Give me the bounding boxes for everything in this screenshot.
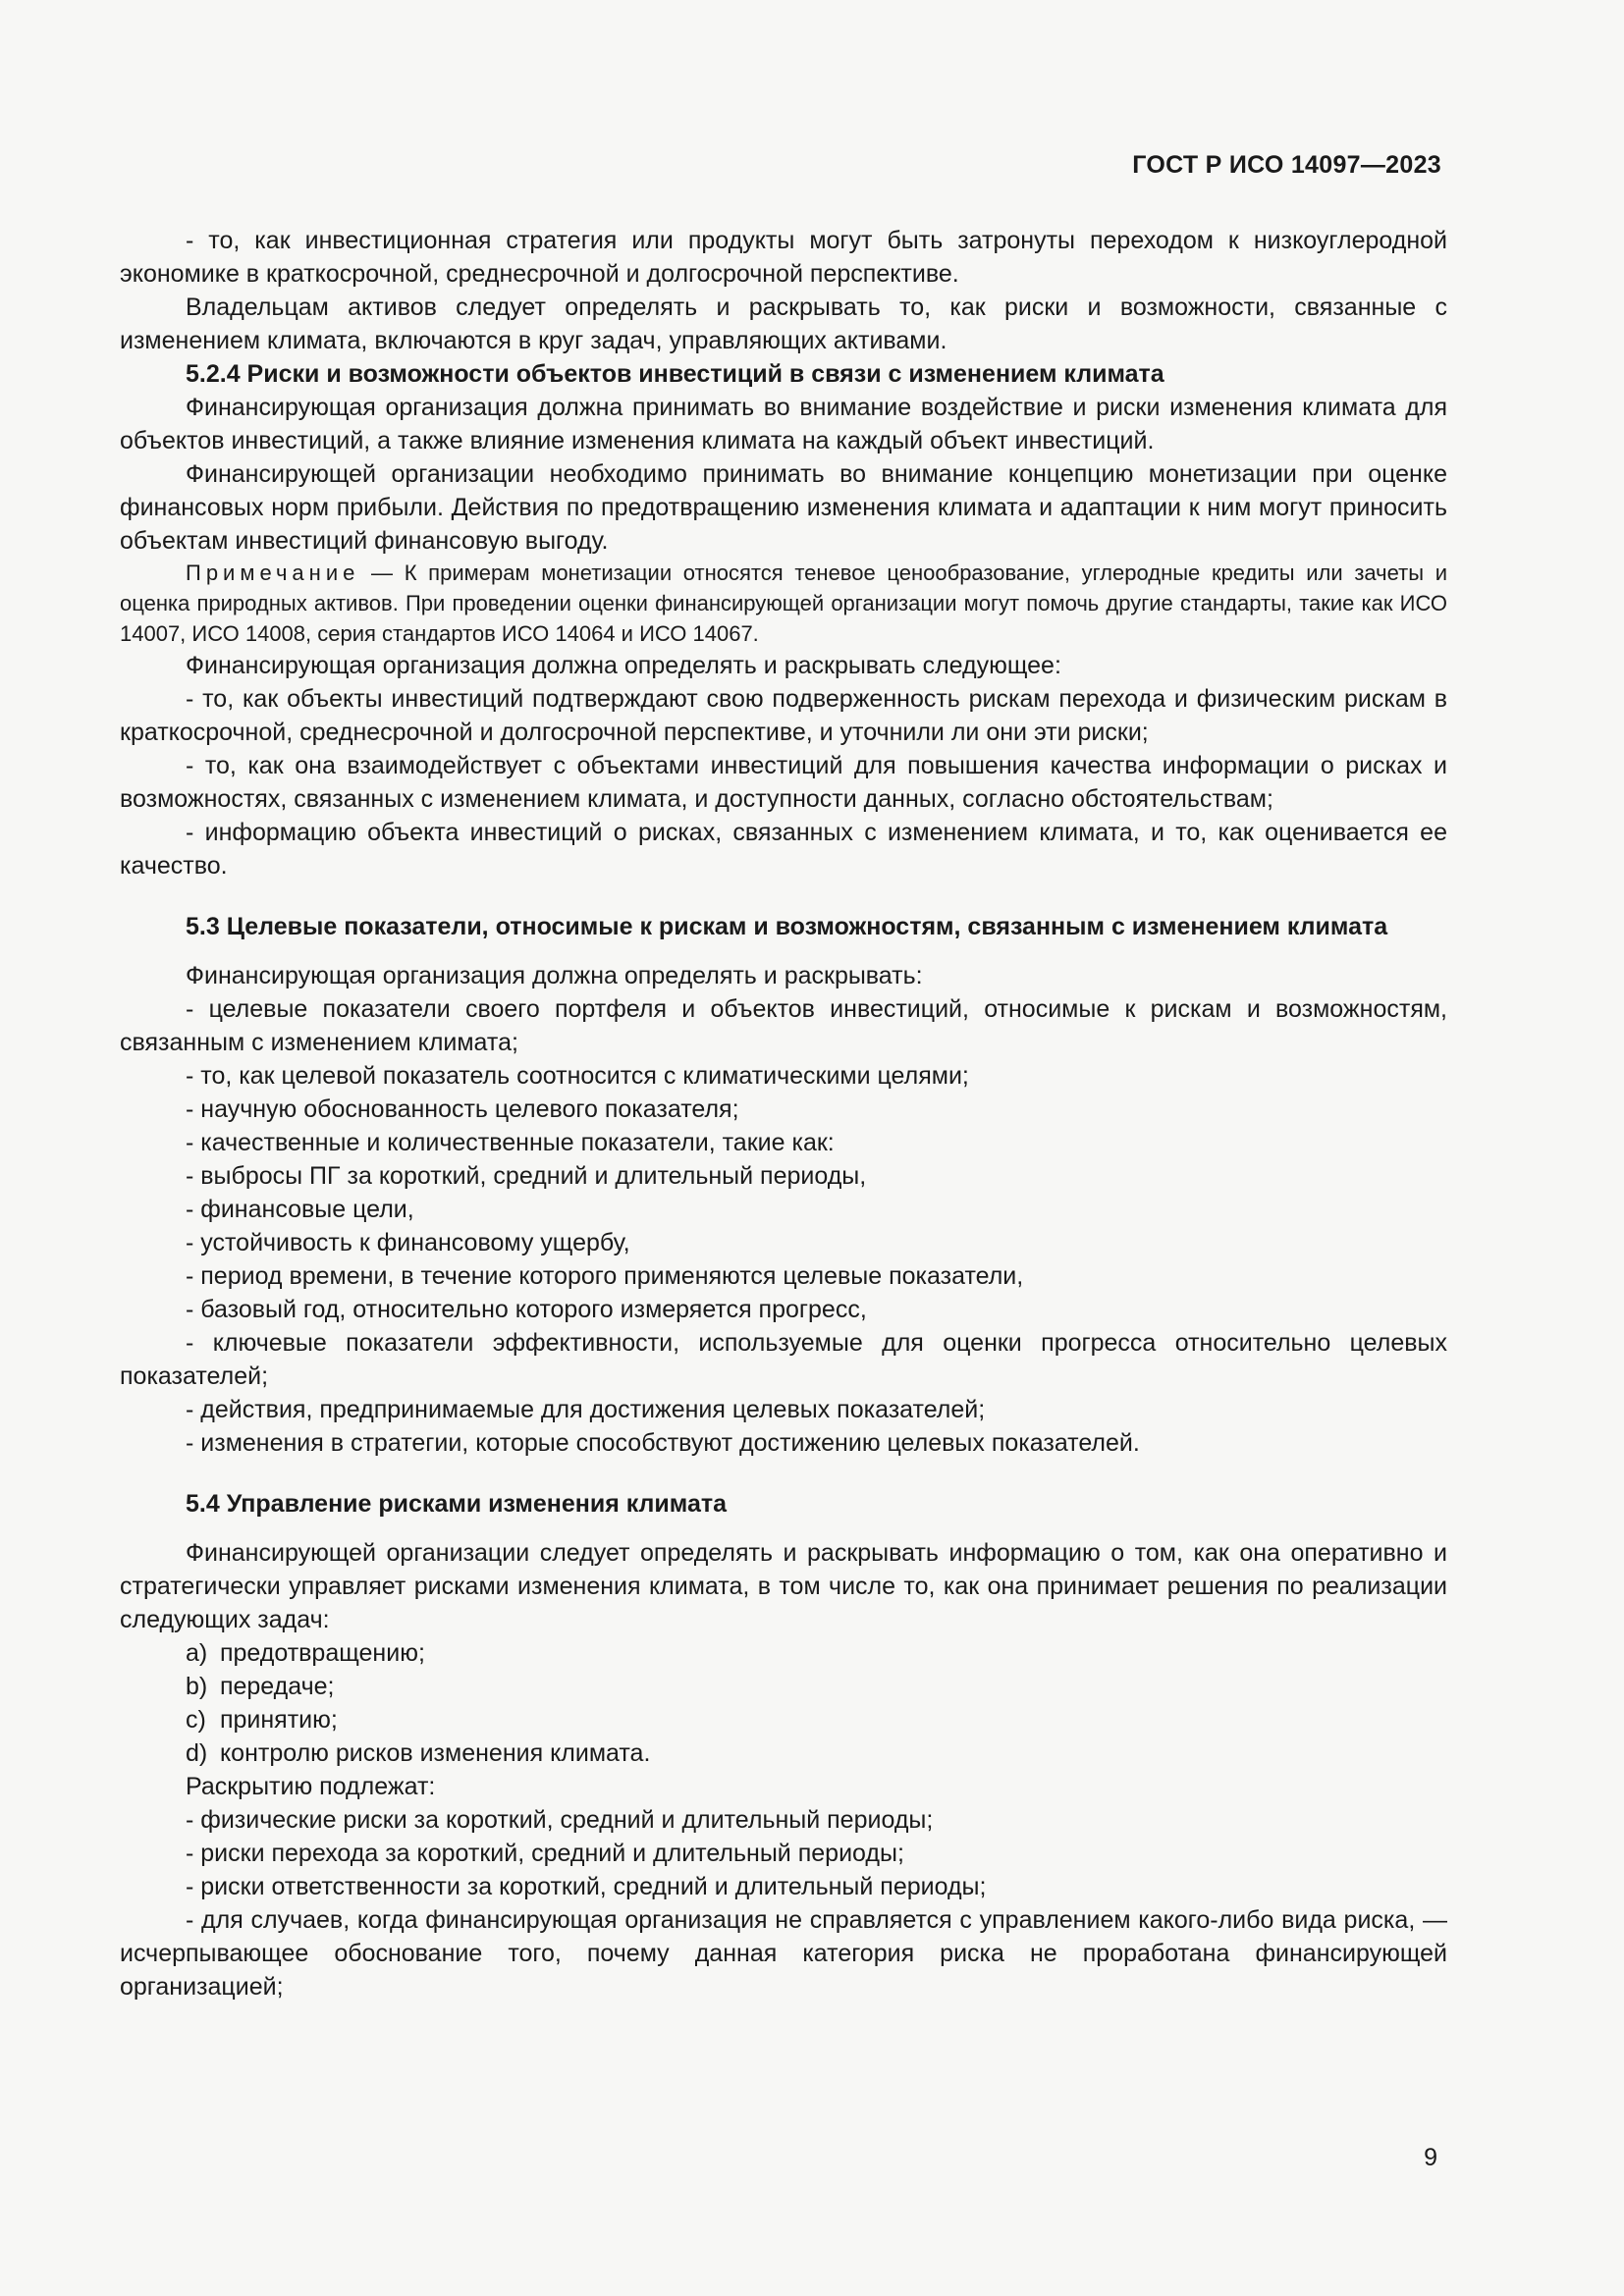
paragraph: Финансирующей организации необходимо принимать во внимание концепцию монетизации при оценке финансовых норм прибыли. Действия по предотвращению изменения климата и адаптации к ним могут приносить объектам инвестиций финансовую выгоду. (120, 460, 1447, 555)
document-body (120, 224, 1447, 2003)
paragraph: - то, как инвестиционная стратегия или продукты могут быть затронуты переходом к низкоуглеродной экономике в краткосрочной, среднесрочной и долгосрочной перспективе. (120, 227, 1447, 288)
spacer (120, 943, 1447, 959)
note (120, 558, 1447, 649)
spacer (120, 1460, 1447, 1487)
paragraph: Раскрытию подлежат: (186, 1773, 436, 1800)
list-letter: d) (186, 1739, 208, 1767)
paragraph: - то, как она взаимодействует с объектами инвестиций для повышения качества информации о рисках и возможностях, связанных с изменением климата, и доступности данных, согласно обстоятельствам; (120, 752, 1447, 813)
paragraph: - действия, предпринимаемые для достижения целевых показателей; (186, 1396, 986, 1423)
spacer (120, 882, 1447, 910)
list-item (120, 1636, 1447, 1670)
paragraph: Финансирующей организации следует определять и раскрывать информацию о том, как она оперативно и стратегически управляет рисками изменения климата, в том числе то, как она принимает решения по реализации следующих задач: (120, 1539, 1447, 1633)
document-header: ГОСТ Р ИСО 14097—2023 (1132, 151, 1441, 179)
note-label: Примечание (186, 561, 360, 585)
paragraph: - период времени, в течение которого применяются целевые показатели, (186, 1262, 1024, 1290)
paragraph: - физические риски за короткий, средний и длительный периоды; (186, 1806, 934, 1834)
paragraph: - базовый год, относительно которого измеряется прогресс, (186, 1296, 867, 1323)
paragraph: - для случаев, когда финансирующая организация не справляется с управлением какого-либо вида риска, — исчерпывающее обоснование того, почему данная категория риска не проработана финансирующей организацией; (120, 1906, 1447, 2001)
section-heading-5-2-4: 5.2.4 Риски и возможности объектов инвестиций в связи с изменением климата (186, 360, 1164, 388)
list-letter: b) (186, 1673, 208, 1700)
list-text: передаче; (219, 1673, 335, 1700)
paragraph: - устойчивость к финансовому ущербу, (186, 1229, 630, 1256)
section-heading-5-3: 5.3 Целевые показатели, относимые к рискам и возможностям, связанным с изменением климата (186, 913, 1388, 940)
paragraph: - риски ответственности за короткий, средний и длительный периоды; (186, 1873, 987, 1900)
list-item (120, 1670, 1447, 1703)
list-letter: c) (186, 1706, 206, 1734)
paragraph: Финансирующая организация должна определять и раскрывать: (186, 962, 923, 989)
paragraph: - выбросы ПГ за короткий, средний и длительный периоды, (186, 1162, 867, 1190)
paragraph: - целевые показатели своего портфеля и объектов инвестиций, относимые к рискам и возможностям, связанным с изменением климата; (120, 995, 1447, 1056)
list-item (120, 1703, 1447, 1736)
section-heading-5-4: 5.4 Управление рисками изменения климата (186, 1490, 728, 1518)
paragraph: - то, как объекты инвестиций подтверждают свою подверженность рискам перехода и физическим рискам в краткосрочной, среднесрочной и долгосрочной перспективе, и уточнили ли они эти риски; (120, 685, 1447, 746)
paragraph: - риски перехода за короткий, средний и длительный периоды; (186, 1840, 904, 1867)
page-number: 9 (1424, 2144, 1437, 2171)
paragraph: - информацию объекта инвестиций о рисках, связанных с изменением климата, и то, как оценивается ее качество. (120, 819, 1447, 880)
paragraph: - качественные и количественные показатели, такие как: (186, 1129, 835, 1156)
list-letter: a) (186, 1639, 208, 1667)
spacer (120, 1521, 1447, 1536)
note-text: — К примерам монетизации относятся теневое ценообразование, углеродные кредиты или зачеты и оценка природных активов. При проведении оценки финансирующей организации могут помочь другие стандарты, такие как ИСО 14007, ИСО 14008, серия стандартов ИСО 14064 и ИСО 14067. (120, 561, 1447, 646)
paragraph: - ключевые показатели эффективности, используемые для оценки прогресса относительно целевых показателей; (120, 1329, 1447, 1390)
paragraph: Финансирующая организация должна определять и раскрывать следующее: (186, 652, 1061, 679)
paragraph: - то, как целевой показатель соотносится с климатическими целями; (186, 1062, 969, 1090)
paragraph: - научную обоснованность целевого показателя; (186, 1095, 739, 1123)
paragraph: Владельцам активов следует определять и раскрывать то, как риски и возможности, связанные с изменением климата, включаются в круг задач, управляющих активами. (120, 294, 1447, 354)
paragraph: Финансирующая организация должна принимать во внимание воздействие и риски изменения климата для объектов инвестиций, а также влияние изменения климата на каждый объект инвестиций. (120, 394, 1447, 454)
list-text: контролю рисков изменения климата. (219, 1739, 651, 1767)
list-item (120, 1736, 1447, 1770)
list-text: предотвращению; (219, 1639, 425, 1667)
paragraph: - изменения в стратегии, которые способствуют достижению целевых показателей. (186, 1429, 1140, 1457)
list-text: принятию; (219, 1706, 338, 1734)
paragraph: - финансовые цели, (186, 1196, 414, 1223)
